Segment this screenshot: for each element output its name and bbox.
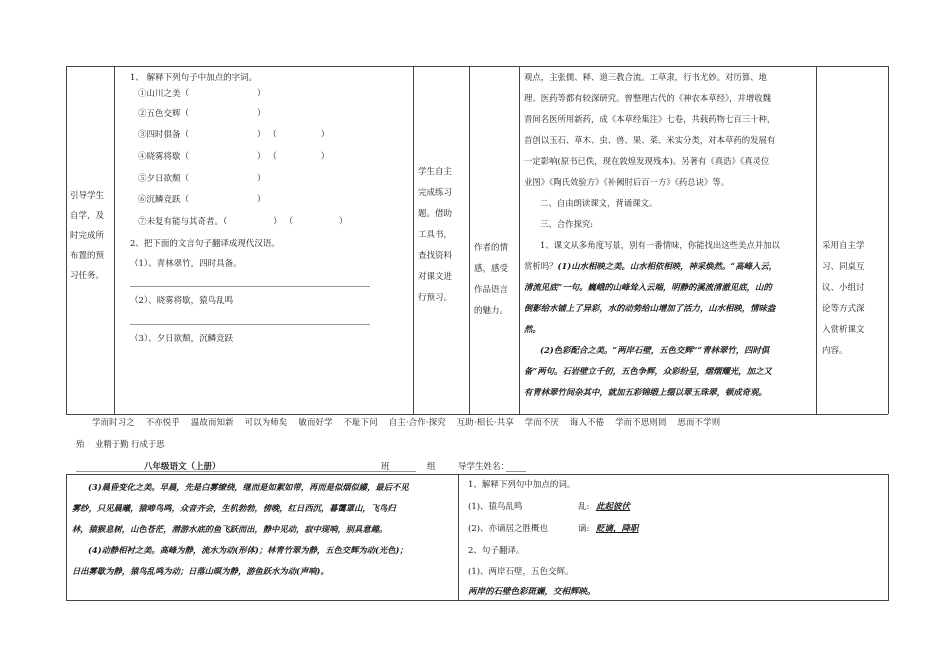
q1-item: ⑦未复有能与其奇者。（ ） （ ） <box>138 217 348 227</box>
motto-line: 殆 业精于勤 行成于思 <box>76 439 165 449</box>
q1-item: ①山川之美（ ） <box>138 89 266 99</box>
answer-1: 赏析吗？(1)山水相映之美。山水相依相映，神采焕然。“高峰入云， <box>524 261 778 271</box>
method-column <box>822 236 886 362</box>
answer-line <box>130 324 370 325</box>
goal-line: 感，感受 <box>474 264 509 274</box>
word-item: (2)、亦谪居之胜概也 <box>468 524 549 534</box>
student-name-label: 导学生姓名： <box>458 462 510 472</box>
word-answer: 贬谪，降职 <box>596 524 639 534</box>
goal-line: 作品语言 <box>474 285 509 295</box>
student-line: 查找资料 <box>418 251 453 261</box>
guide-line: 时完成所 <box>70 231 105 241</box>
guide-line: 引导学生 <box>70 191 105 201</box>
q2-item: （3）、夕日欲颓，沉鳞竞跃 <box>130 334 234 344</box>
q1-item: ⑤夕日欲颓（ ） <box>138 174 266 184</box>
goal-line: 作者的情 <box>474 243 509 253</box>
content-line: 理、医药等都有较深研究。曾整理古代的《神农本草经》，并增收魏 <box>524 93 772 103</box>
q1-item: ③四时俱备（ ） （ ） <box>138 130 330 140</box>
q1-item: ②五色交辉（ ） <box>138 109 266 119</box>
student-line: 对课文进 <box>418 272 453 282</box>
word-item: (1)、猿鸟乱鸣 <box>468 502 523 512</box>
method-line: 内容。 <box>822 346 848 356</box>
guide-line: 习任务。 <box>70 271 105 281</box>
method-line: 议、小组讨 <box>822 283 865 293</box>
translate-title: 2、句子翻译。 <box>468 546 525 556</box>
student-line: 完成练习 <box>418 188 453 198</box>
method-line: 习、同桌互 <box>822 262 865 272</box>
answer-2: 备”两句。石岩壁立千仞，五色争辉，众彩纷呈，熠熠耀光，加之又 <box>524 366 772 376</box>
content-line: 业图》《陶氏效验方》《补阙肘后百一方》《药总诀》等。 <box>524 177 730 187</box>
content-line: 观点，主张儒、释、道三教合流。工草隶，行书尤妙。对历算、地 <box>524 72 767 82</box>
name-underline <box>506 471 526 472</box>
student-column <box>418 162 468 309</box>
motto-line: 学而时习之 不亦悦乎 温故而知新 可以为师矣 敏而好学 不耻下问 自主·合作·探究 互助·相长·共享 学而不厌 诲人不倦 学而不思则罔 思而不学则 <box>92 417 721 427</box>
answer-1: 倒影给水铺上了异彩，水的动势给山增加了活力，山水相映，情味盎 <box>524 303 776 313</box>
guide-line: 布置的预 <box>70 251 105 261</box>
content-line: 首创以玉石、草木、虫、兽、果、菜、米实分类，对本草药的发展有 <box>524 135 776 145</box>
q1-item: ⑥沉鳞竞跃（ ） <box>138 195 266 205</box>
q2-item: （2）、晓雾将歇，猿鸟乱鸣 <box>130 296 234 306</box>
word-key: 乱: <box>578 502 590 512</box>
q1-title: 1、 解释下列句子中加点的字词。 <box>130 73 258 83</box>
student-line: 学生自主 <box>418 167 453 177</box>
goal-column <box>474 238 518 322</box>
appreciation-line: (4)动静相衬之美。高峰为静，流水为动(形体)；林青竹翠为静，五色交辉为动(光色)； <box>88 545 408 555</box>
appreciation-line: 雾纱，只见晨曦，猿啼鸟鸣，众音齐会，生机勃勃，傍晚，红日西沉，暮霭罩山，飞鸟归 <box>72 503 396 513</box>
student-line: 行预习。 <box>418 293 453 303</box>
guide-column <box>70 186 112 286</box>
class-label: 班 <box>381 462 390 472</box>
word-answer: 此起彼伏 <box>596 502 631 512</box>
method-line: 论等方式深 <box>822 304 865 314</box>
group-label: 组 <box>427 462 436 472</box>
word-key: 谪: <box>578 524 590 534</box>
student-line: 工具书， <box>418 230 453 240</box>
translate-item: (1)、两岸石壁，五色交辉。 <box>468 567 574 577</box>
step-2: 二、自由朗读课文，背诵课文。 <box>540 198 658 208</box>
guide-line: 自学，及 <box>70 211 105 221</box>
exercise-title: 1、解释下列句中加点的词。 <box>468 480 576 490</box>
step-3: 三、合作探究: <box>540 219 594 229</box>
appreciation-line: (3)晨昏变化之美。早晨，先是白雾缭绕，继而是如絮如带，再而是似烟似縷，最后不见 <box>88 482 409 492</box>
appreciation-line: 林，猿猴息树，山色苍茫，潜游水底的鱼飞跃而出，静中见动，寂中现响，别具意趣。 <box>72 524 388 534</box>
method-line: 入赏析课文 <box>822 325 865 335</box>
content-line: 一定影响(原书已佚，现在敦煌发现残本)。另著有《真诰》《真灵位 <box>524 156 770 166</box>
answer-1: 然。 <box>524 324 541 334</box>
book-title: 八年级语文（上册） <box>144 462 221 472</box>
q1-item: ④晓雾将歇（ ） （ ） <box>138 152 330 162</box>
answer-2: (2)色彩配合之美。“两岸石壁，五色交辉”“青林翠竹，四时俱 <box>540 345 770 355</box>
answer-1: 清流见底”一句。巍峨的山峰耸入云端，明静的溪流清澈见底，山的 <box>524 282 772 292</box>
question-intro: 1、课文从多角度写景，别有一番情味，你能找出这些美点并加以 <box>540 240 780 250</box>
appreciation-line: 日出雾歇为静，猿鸟乱鸣为动；日落山暝为静，游鱼跃水为动(声响)。 <box>72 566 329 576</box>
q2-title: 2、把下面的文言句子翻译成现代汉语。 <box>130 239 280 249</box>
appreciation-text <box>72 477 456 582</box>
student-line: 题。借助 <box>418 209 453 219</box>
translate-answer: 两岸的石壁色彩斑斓，交相辉映。 <box>468 587 596 597</box>
goal-line: 的魅力。 <box>474 306 509 316</box>
method-line: 采用自主学 <box>822 241 865 251</box>
content-line: 晋间名医所用新药，成《本草经集注》七卷，共载药物七百三十种， <box>524 114 776 124</box>
content-column <box>524 67 814 403</box>
answer-2: 有青林翠竹间杂其中，就加五彩锦缎上缀以翠玉珠翠，顿成奇观。 <box>524 387 767 397</box>
answer-line <box>130 286 370 287</box>
header-underline <box>76 471 416 472</box>
q2-item: （1）、青林翠竹，四时具备。 <box>130 259 242 269</box>
